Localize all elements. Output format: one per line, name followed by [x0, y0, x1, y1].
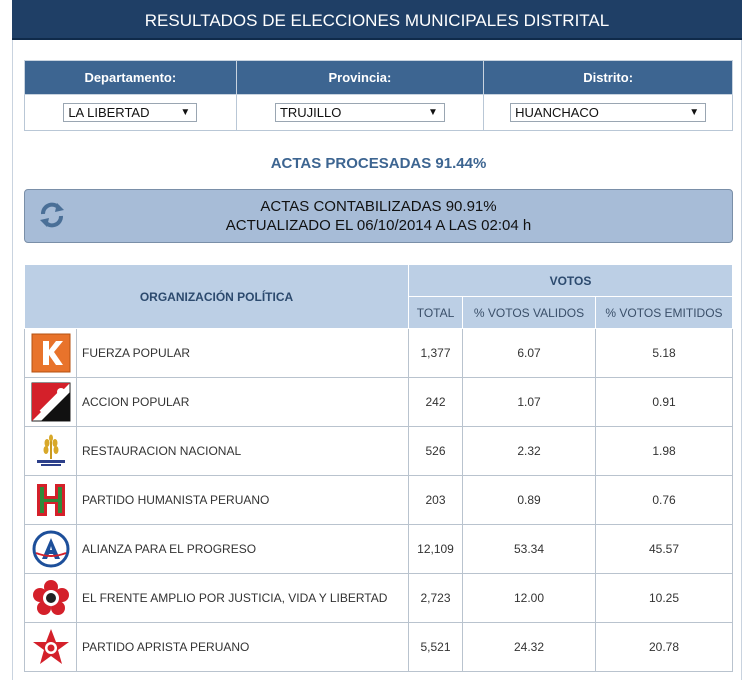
total-votes: 203	[409, 476, 463, 525]
table-row	[25, 378, 733, 427]
letter-a-logo-icon	[31, 529, 71, 569]
party-name: ACCION POPULAR	[77, 378, 409, 427]
distrito-select[interactable]	[510, 103, 706, 122]
letter-h-logo-icon	[31, 480, 71, 520]
total-votes: 2,723	[409, 574, 463, 623]
total-votes: 242	[409, 378, 463, 427]
letter-k-logo-icon	[31, 333, 71, 373]
votos-header: VOTOS	[409, 265, 733, 297]
percent-validos: 6.07	[463, 329, 596, 378]
validos-header: % VOTOS VALIDOS	[463, 297, 596, 329]
party-name: ALIANZA PARA EL PROGRESO	[77, 525, 409, 574]
update-status-box	[24, 189, 733, 243]
table-row	[25, 623, 733, 672]
party-name: PARTIDO HUMANISTA PERUANO	[77, 476, 409, 525]
percent-emitidos: 5.18	[596, 329, 733, 378]
actas-contabilizadas-text: ACTAS CONTABILIZADAS 90.91%	[260, 198, 497, 215]
total-votes: 5,521	[409, 623, 463, 672]
org-header: ORGANIZACIÓN POLÍTICA	[25, 265, 409, 329]
party-name: FUERZA POPULAR	[77, 329, 409, 378]
total-votes: 526	[409, 427, 463, 476]
percent-validos: 0.89	[463, 476, 596, 525]
party-name: PARTIDO APRISTA PERUANO	[77, 623, 409, 672]
percent-validos: 1.07	[463, 378, 596, 427]
flower-logo-icon	[31, 578, 71, 618]
total-header: TOTAL	[409, 297, 463, 329]
page-title: RESULTADOS DE ELECCIONES MUNICIPALES DISTRITAL	[12, 0, 742, 40]
table-row	[25, 476, 733, 525]
percent-emitidos: 10.25	[596, 574, 733, 623]
percent-emitidos: 0.76	[596, 476, 733, 525]
distrito-label: Distrito:	[484, 61, 733, 95]
table-row	[25, 574, 733, 623]
emitidos-header: % VOTOS EMITIDOS	[596, 297, 733, 329]
table-row	[25, 329, 733, 378]
total-votes: 1,377	[409, 329, 463, 378]
departamento-select[interactable]	[63, 103, 197, 122]
table-row	[25, 427, 733, 476]
distrito-value: HUANCHACO	[515, 105, 599, 120]
actas-procesadas-text: ACTAS PROCESADAS 91.44%	[270, 155, 487, 172]
shovel-logo-icon	[31, 382, 71, 422]
total-votes: 12,109	[409, 525, 463, 574]
departamento-label: Departamento:	[25, 61, 237, 95]
table-row	[25, 525, 733, 574]
actualizado-text: ACTUALIZADO EL 06/10/2014 A LAS 02:04 h	[225, 217, 532, 234]
percent-validos: 2.32	[463, 427, 596, 476]
percent-emitidos: 0.91	[596, 378, 733, 427]
provincia-label: Provincia:	[236, 61, 484, 95]
percent-emitidos: 20.78	[596, 623, 733, 672]
percent-emitidos: 1.98	[596, 427, 733, 476]
party-name: EL FRENTE AMPLIO POR JUSTICIA, VIDA Y LIBERTAD	[77, 574, 409, 623]
percent-validos: 53.34	[463, 525, 596, 574]
star-logo-icon	[31, 627, 71, 667]
filters-table	[24, 60, 733, 131]
party-name: RESTAURACION NACIONAL	[77, 427, 409, 476]
wheat-logo-icon	[31, 431, 71, 471]
dropdown-arrow-icon: ▼	[689, 107, 700, 118]
percent-validos: 12.00	[463, 574, 596, 623]
dropdown-arrow-icon: ▼	[428, 107, 438, 118]
results-table	[24, 264, 733, 672]
provincia-value: TRUJILLO	[279, 105, 342, 120]
dropdown-arrow-icon: ▼	[180, 107, 191, 118]
percent-emitidos: 45.57	[596, 525, 733, 574]
percent-validos: 24.32	[463, 623, 596, 672]
provincia-select[interactable]	[275, 103, 445, 122]
departamento-value: LA LIBERTAD	[68, 105, 150, 120]
